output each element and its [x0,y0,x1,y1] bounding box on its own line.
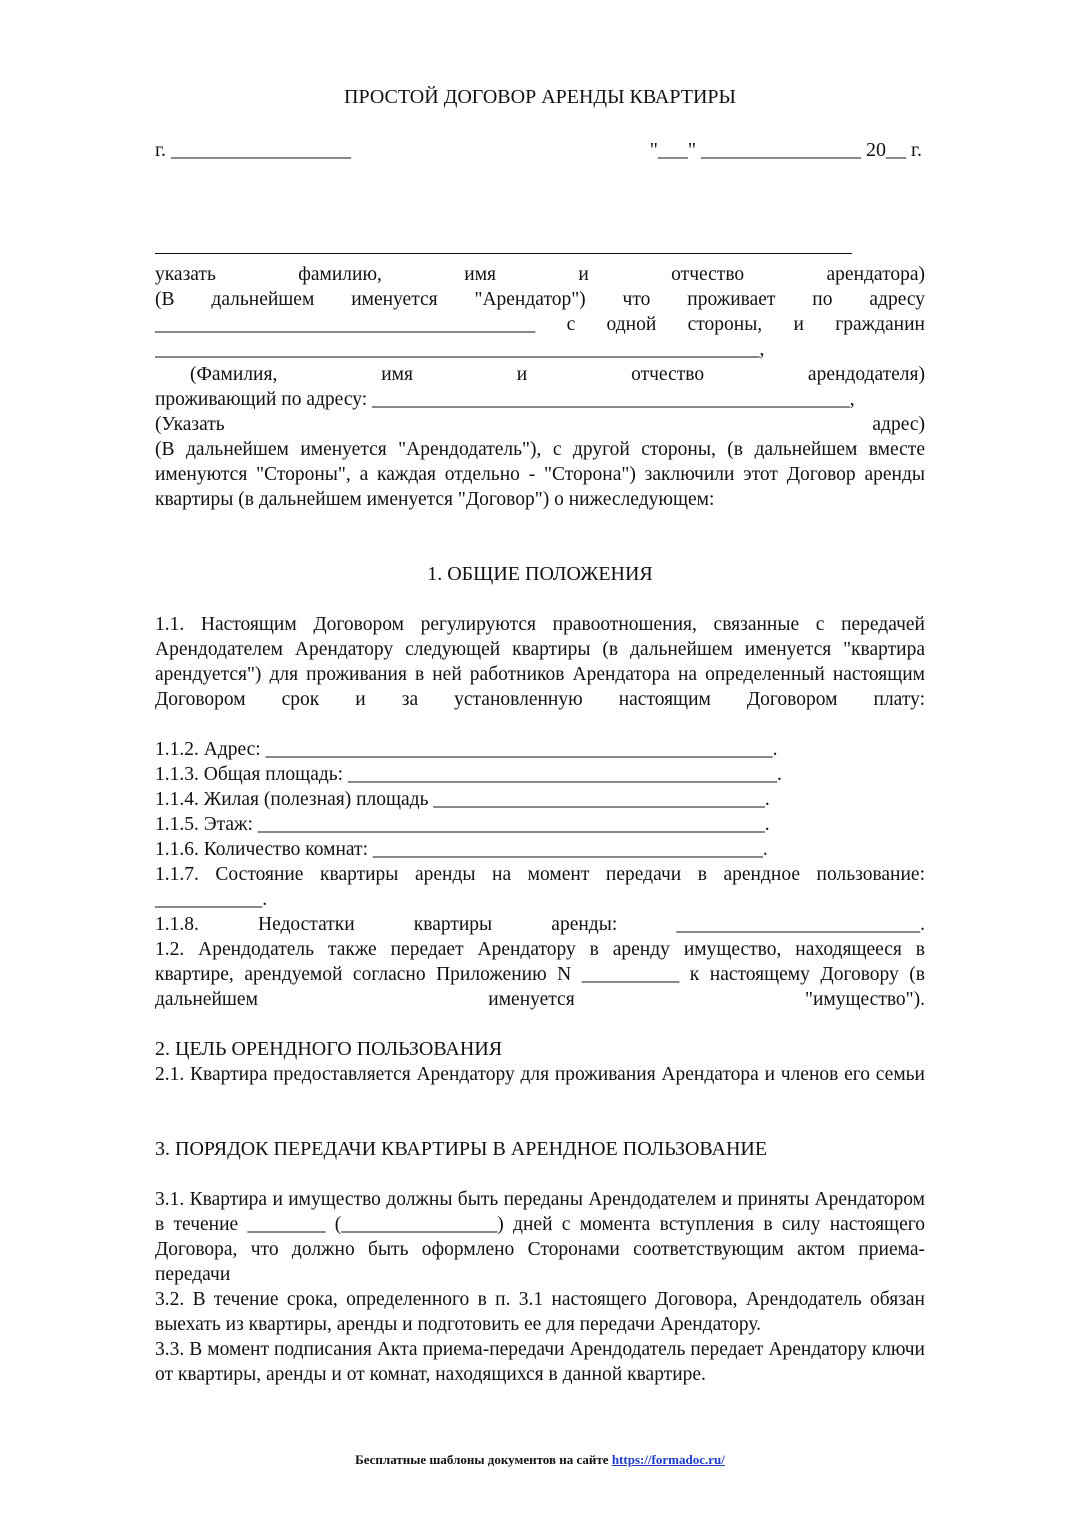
party-line-5: (Фамилия, имя и отчество арендодателя) [190,364,925,385]
clause-1-1-8: 1.1.8. Недостатки квартиры аренды: _________________________. [155,914,925,935]
signature-rule [155,253,852,254]
date-line: "___" ________________ 20__ г. [649,139,922,161]
footer-text: Бесплатные шаблоны документов на сайте [355,1452,612,1467]
clause-1-1-4: 1.1.4. Жилая (полезная) площадь __________________________________. [155,789,770,810]
party-line-7: (Указать адрес) [155,414,925,435]
footer [0,1451,1080,1469]
section-2-heading: 2. ЦЕЛЬ ОРЕНДНОГО ПОЛЬЗОВАНИЯ [155,1038,503,1060]
party-line-4: ______________________________________________________________, [155,339,765,360]
clause-1-1-3: 1.1.3. Общая площадь: ____________________________________________. [155,764,782,785]
clause-1-1-2: 1.1.2. Адрес: ____________________________________________________. [155,739,778,760]
party-line-3: _______________________________________ с одной стороны, и гражданин [155,314,925,335]
party-line-6: проживающий по адресу: _________________________________________________, [155,389,855,410]
clause-3-2: 3.2. В течение срока, определенного в п. 3.1 настоящего Договора, Арендодатель обязан выехать из квартиры, аренды и подготовить ее для передачи Арендатору. [155,1289,925,1335]
clause-3-3: 3.3. В момент подписания Акта приема-передачи Арендодатель передает Арендатору ключи от квартиры, аренды и от комнат, находящихся в данной квартире. [155,1339,925,1385]
clause-1-1-7: 1.1.7. Состояние квартиры аренды на момент передачи в арендное пользование: ___________. [155,864,925,910]
clause-1-1: 1.1. Настоящим Договором регулируются правоотношения, связанные с передачей Арендодателем Арендатору следующей квартиры (в дальнейшем именуется "квартира арендуется") для проживания в ней работников Арендатора на определенный настоящим Договором срок и за установленную настоящим Договором плату: [155,614,925,710]
section-3-heading: 3. ПОРЯДОК ПЕРЕДАЧИ КВАРТИРЫ В АРЕНДНОЕ ПОЛЬЗОВАНИЕ [155,1138,768,1160]
party-line-1: указать фамилию, имя и отчество арендатора) [155,264,925,285]
party-line-2: (В дальнейшем именуется "Арендатор") что проживает по адресу [155,289,925,310]
clause-1-1-6: 1.1.6. Количество комнат: ________________________________________. [155,839,768,860]
city-line: г. __________________ [155,139,351,161]
clause-1-2: 1.2. Арендодатель также передает Арендатору в аренду имущество, находящееся в квартире, арендуемой согласно Приложению N __________ к настоящему Договору (в дальнейшем именуется "имущество"). [155,939,925,1010]
clause-2-1: 2.1. Квартира предоставляется Арендатору для проживания Арендатора и членов его семьи [155,1064,925,1085]
document-title: ПРОСТОЙ ДОГОВОР АРЕНДЫ КВАРТИРЫ [344,86,736,108]
section-1-heading: 1. ОБЩИЕ ПОЛОЖЕНИЯ [427,563,653,585]
clause-3-1: 3.1. Квартира и имущество должны быть переданы Арендодателем и приняты Арендатором в течение ________ (________________) дней с момента вступления в силу настоящего Договора, что должно быть оформлено Сторонами соответствующим актом приема-передачи [155,1189,925,1285]
clause-1-1-5: 1.1.5. Этаж: ____________________________________________________. [155,814,770,835]
intro-paragraph: (В дальнейшем именуется "Арендодатель"), с другой стороны, (в дальнейшем вместе именуются "Стороны", а каждая отдельно - "Сторона") заключили этот Договор аренды квартиры (в дальнейшем именуется "Договор") о нижеследующем: [155,439,925,510]
footer-link[interactable]: https://formadoc.ru/ [611,1452,725,1467]
